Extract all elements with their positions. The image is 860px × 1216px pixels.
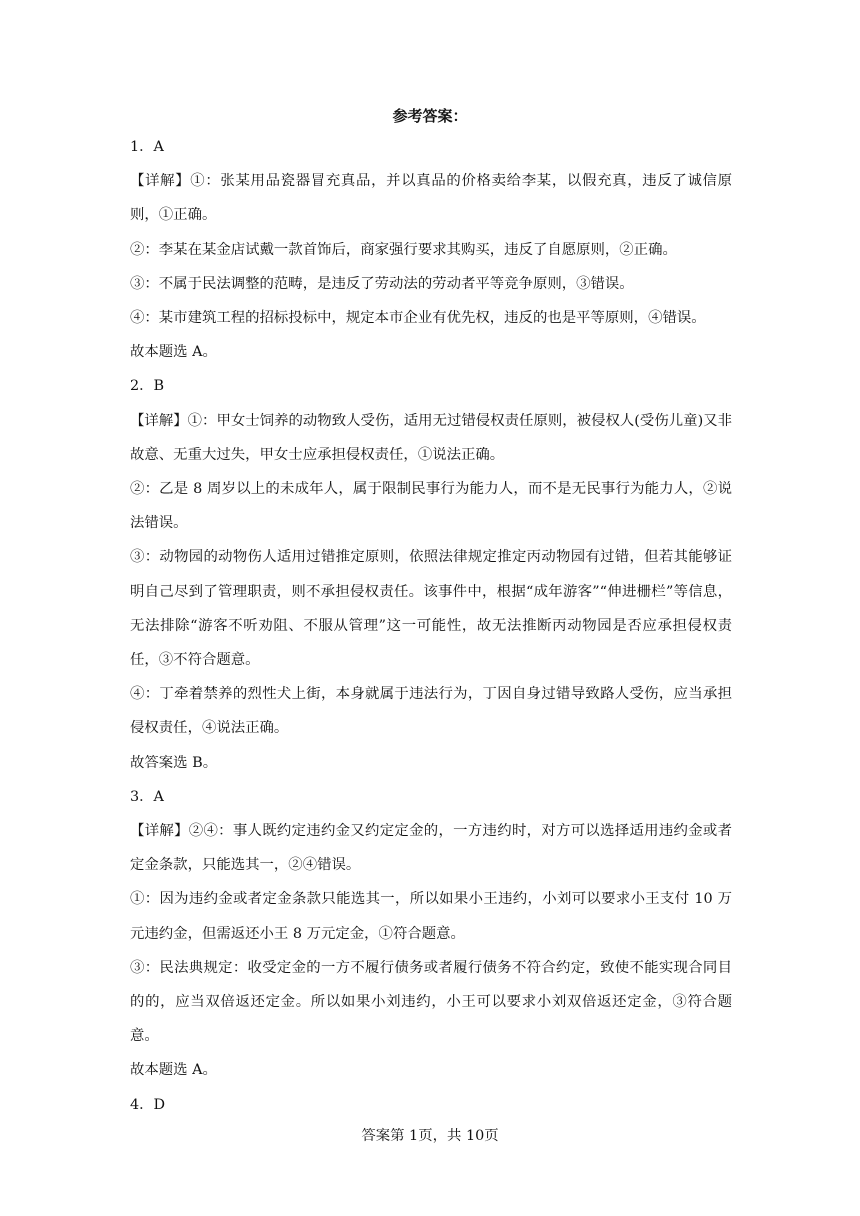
explanation-paragraph: ④：某市建筑工程的招标投标中，规定本市企业有优先权，违反的也是平等原则，④错误。 xyxy=(130,310,706,327)
answer-number: 1．A xyxy=(130,139,164,155)
explanation-paragraph: ③：不属于民法调整的范畴，是违反了劳动法的劳动者平等竞争原则，③错误。 xyxy=(130,275,634,292)
explanation-paragraph: ④：丁牵着禁养的烈性犬上街，本身就属于违法行为，丁因自身过错导致路人受伤，应当承担侵权责任，④说法正确。 xyxy=(130,686,732,737)
page-title: 参考答案： xyxy=(392,107,468,125)
answer-number: 2．B xyxy=(130,378,165,395)
explanation-paragraph: ③：民法典规定：收受定金的一方不履行债务或者履行债务不符合约定，致使不能实现合同目的的，应当双倍返还定金。所以如果小刘违约，小王可以要求小刘双倍返还定金，③符合题意。 xyxy=(130,959,732,1045)
conclusion-line: 故答案选 B。 xyxy=(130,754,218,771)
answer-number: 4．D xyxy=(130,1096,166,1113)
explanation-paragraph: 【详解】①：甲女士饲养的动物致人受伤，适用无过错侵权责任原则，被侵权人(受伤儿童)又非故意、无重大过失，甲女士应承担侵权责任，①说法正确。 xyxy=(130,412,732,463)
explanation-paragraph: ②：李某在某金店试戴一款首饰后，商家强行要求其购买，违反了自愿原则，②正确。 xyxy=(130,241,677,258)
explanation-paragraph: 【详解】①：张某用品瓷器冒充真品，并以真品的价格卖给李某，以假充真，违反了诚信原则，①正确。 xyxy=(130,173,732,224)
explanation-paragraph: ③：动物园的动物伤人适用过错推定原则，依照法律规定推定丙动物园有过错，但若其能够证明自己尽到了管理职责，则不承担侵权责任。该事件中，根据“成年游客”“伸进栅栏”等信息，无法排除“游客不听劝阻、不服从管理”这一可能性，故无法推断丙动物园是否应承担侵权责任，③不符合题意。 xyxy=(130,549,732,669)
page-footer: 答案第 1页，共 10页 xyxy=(361,1128,499,1144)
conclusion-line: 故本题选 A。 xyxy=(130,1062,217,1079)
conclusion-line: 故本题选 A。 xyxy=(130,344,217,361)
answer-number: 3．A xyxy=(130,788,164,805)
explanation-paragraph: ②：乙是 8 周岁以上的未成年人，属于限制民事行为能力人，而不是无民事行为能力人，②说法错误。 xyxy=(130,481,732,532)
explanation-paragraph: 【详解】②④：事人既约定违约金又约定定金的，一方违约时，对方可以选择适用违约金或者定金条款，只能选其一，②④错误。 xyxy=(130,823,732,874)
answer-body xyxy=(130,130,732,1122)
explanation-paragraph: ①：因为违约金或者定金条款只能选其一，所以如果小王违约，小刘可以要求小王支付 10 万元违约金，但需返还小王 8 万元定金，①符合题意。 xyxy=(130,891,732,942)
